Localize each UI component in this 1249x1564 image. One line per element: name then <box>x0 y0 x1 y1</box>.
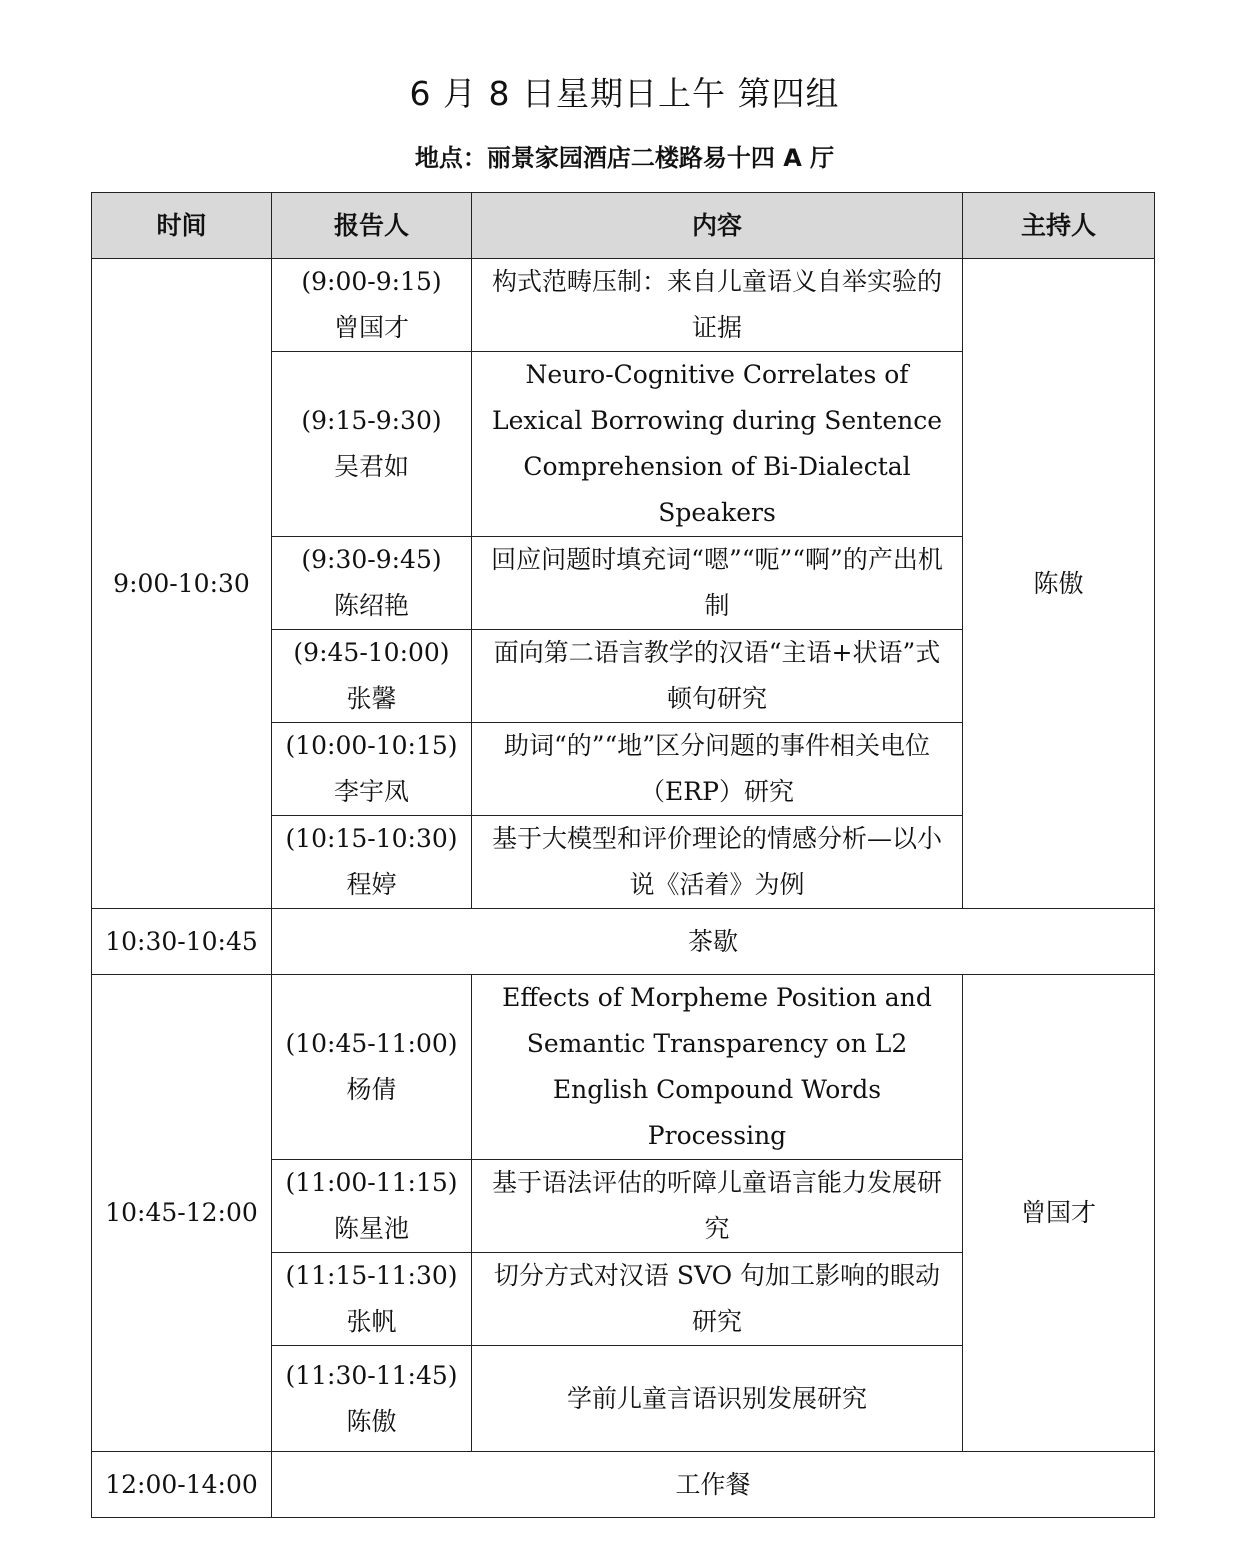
location-subtitle: 地点：丽景家园酒店二楼路易十四 A 厅 <box>414 144 835 172</box>
talk-title: 基于语法评估的听障儿童语言能力发展研究 <box>472 1160 963 1253</box>
break-label: 茶歇 <box>272 909 1155 975</box>
speaker-cell <box>272 1160 472 1253</box>
speaker-name: 曾国才 <box>333 313 409 342</box>
table-header-row <box>92 193 1155 259</box>
speaker-name: 杨倩 <box>346 1075 397 1104</box>
break-row <box>92 909 1155 975</box>
talk-slot: (9:45-10:00) <box>293 638 450 667</box>
session-host: 陈傲 <box>963 259 1155 909</box>
speaker-name: 李宇凤 <box>333 777 409 806</box>
talk-slot: (10:00-10:15) <box>285 731 458 760</box>
column-header-content: 内容 <box>472 193 963 259</box>
break-row <box>92 1452 1155 1518</box>
speaker-cell <box>272 537 472 630</box>
talk-title: 回应问题时填充词“嗯”“呃”“啊”的产出机制 <box>472 537 963 630</box>
talk-slot: (11:15-11:30) <box>285 1261 458 1290</box>
column-header-speaker: 报告人 <box>272 193 472 259</box>
schedule-table <box>91 192 1155 1518</box>
talk-slot: (9:15-9:30) <box>301 406 442 435</box>
talk-slot: (11:30-11:45) <box>285 1360 458 1390</box>
talk-title: 学前儿童言语识别发展研究 <box>472 1346 963 1452</box>
speaker-cell <box>272 816 472 909</box>
speaker-cell <box>272 1253 472 1346</box>
column-header-time: 时间 <box>92 193 272 259</box>
talk-slot: (9:30-9:45) <box>301 545 442 574</box>
talk-title: 面向第二语言教学的汉语“主语+状语”式顿句研究 <box>472 630 963 723</box>
session-host: 曾国才 <box>963 975 1155 1452</box>
speaker-name: 吴君如 <box>333 452 409 481</box>
talk-title: 助词“的”“地”区分问题的事件相关电位（ERP）研究 <box>472 723 963 816</box>
talk-slot: (10:15-10:30) <box>285 824 458 853</box>
talk-slot: (10:45-11:00) <box>285 1029 458 1058</box>
talk-title: Effects of Morpheme Position and Semantic Transparency on L2 English Compound Words Processing <box>472 975 963 1160</box>
talk-slot: (11:00-11:15) <box>285 1168 458 1197</box>
speaker-name: 张帆 <box>346 1307 397 1336</box>
session-time: 10:45-12:00 <box>92 975 272 1452</box>
break-label: 工作餐 <box>272 1452 1155 1518</box>
speaker-cell <box>272 352 472 537</box>
talk-title: 切分方式对汉语 SVO 句加工影响的眼动研究 <box>472 1253 963 1346</box>
speaker-cell <box>272 723 472 816</box>
table-row <box>92 975 1155 1160</box>
speaker-cell <box>272 1346 472 1452</box>
table-row <box>92 259 1155 352</box>
session-time: 9:00-10:30 <box>92 259 272 909</box>
talk-slot: (9:00-9:15) <box>301 267 442 296</box>
speaker-name: 程婷 <box>346 870 397 899</box>
speaker-cell <box>272 630 472 723</box>
speaker-name: 陈星池 <box>333 1214 409 1243</box>
speaker-name: 陈绍艳 <box>333 591 409 620</box>
talk-title: 基于大模型和评价理论的情感分析—以小说《活着》为例 <box>472 816 963 909</box>
talk-title: 构式范畴压制：来自儿童语义自举实验的证据 <box>472 259 963 352</box>
talk-title: Neuro-Cognitive Correlates of Lexical Borrowing during Sentence Comprehension of Bi-Dialectal Speakers <box>472 352 963 537</box>
speaker-name: 陈傲 <box>346 1406 397 1436</box>
speaker-name: 张馨 <box>346 684 397 713</box>
page-title: 6 月 8 日星期日上午 第四组 <box>409 74 840 113</box>
break-time: 10:30-10:45 <box>92 909 272 975</box>
speaker-cell <box>272 975 472 1160</box>
break-time: 12:00-14:00 <box>92 1452 272 1518</box>
column-header-host: 主持人 <box>963 193 1155 259</box>
speaker-cell <box>272 259 472 352</box>
